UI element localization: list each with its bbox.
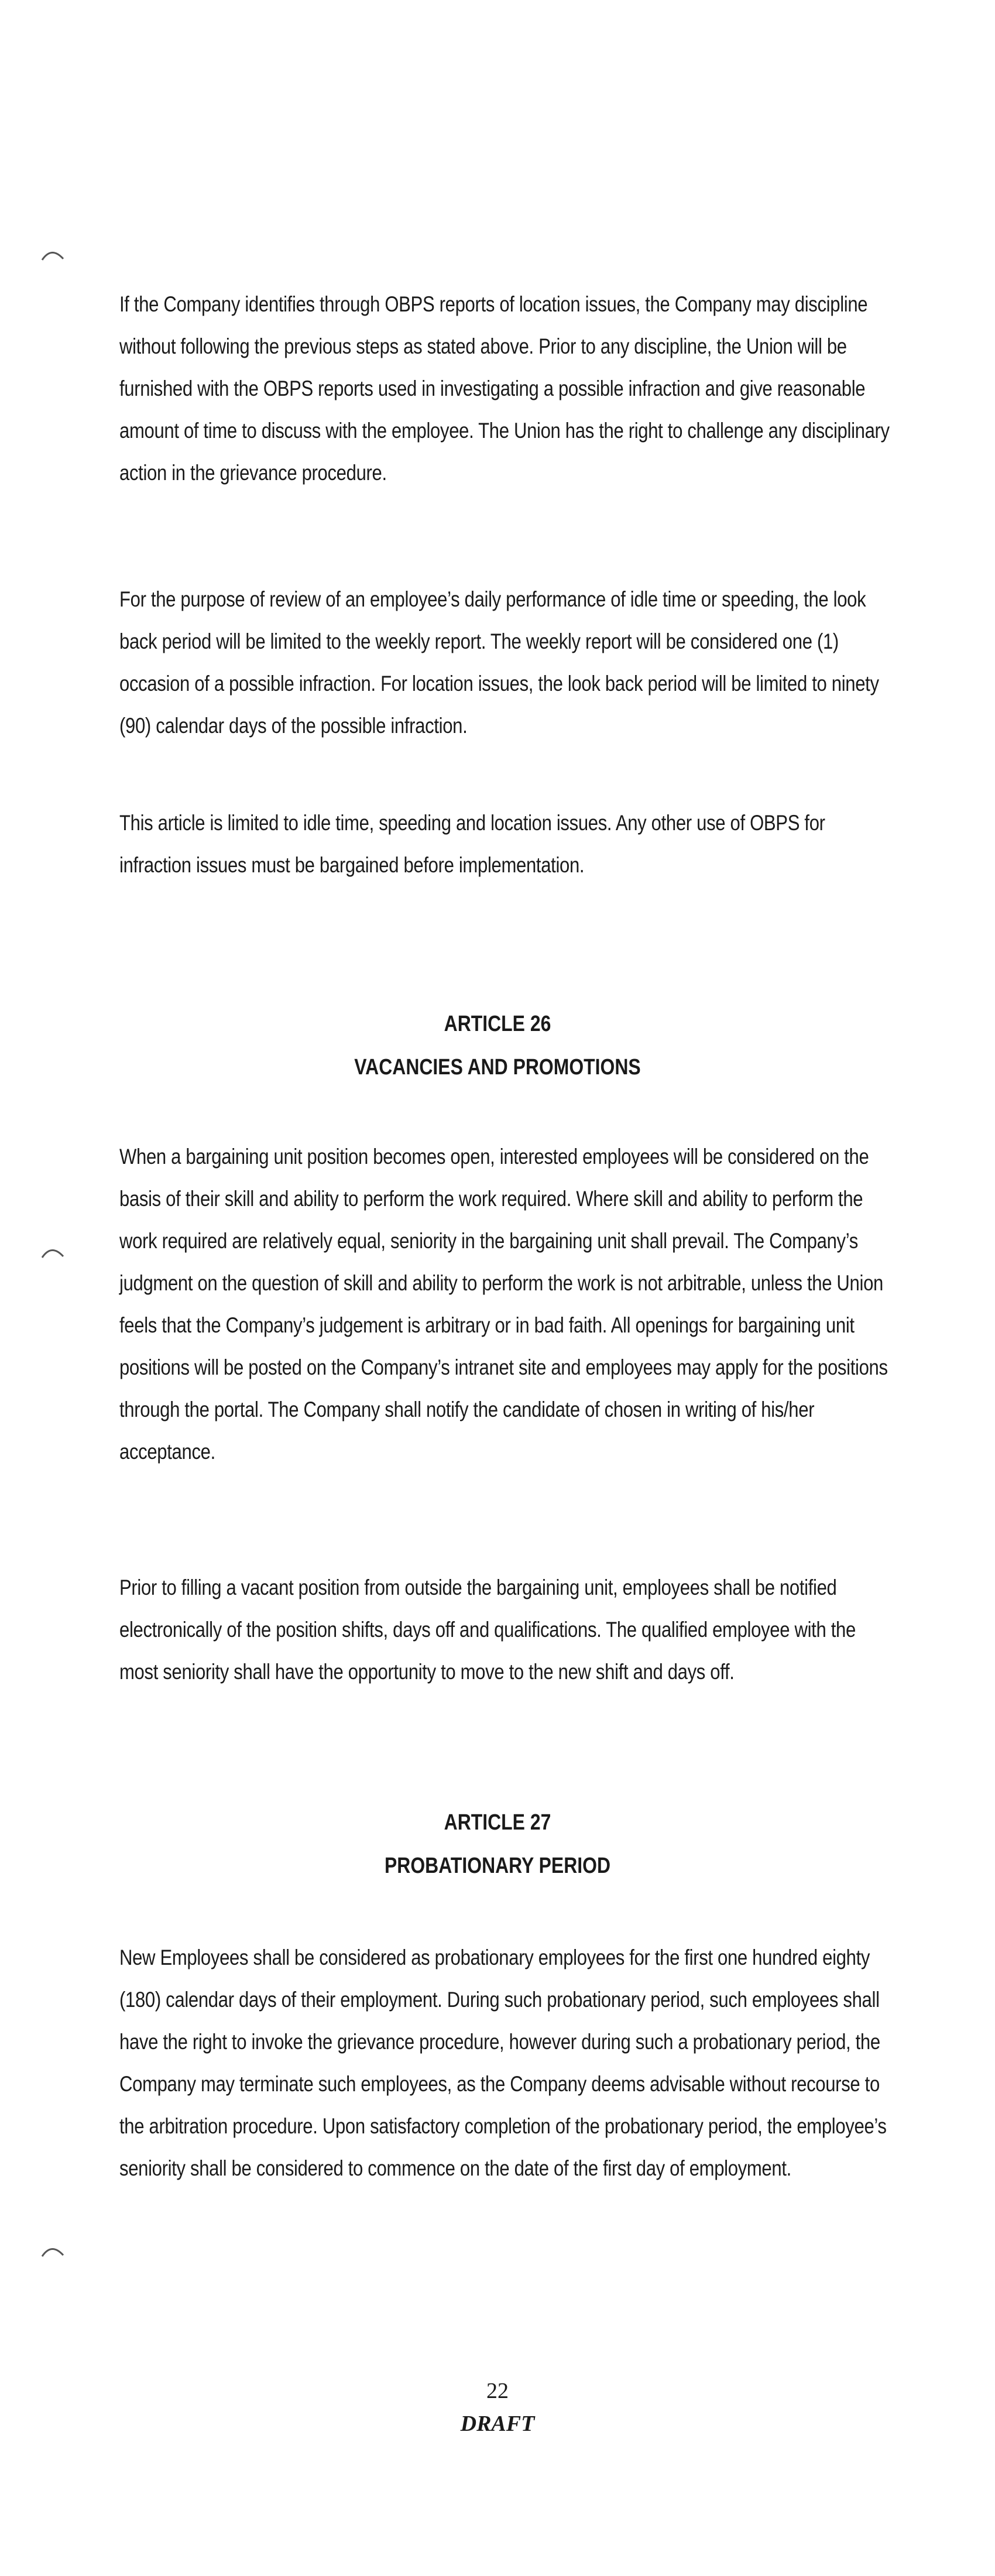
- article-27-number: ARTICLE 27: [444, 1810, 551, 1835]
- article-26-paragraph-1: When a bargaining unit position becomes open, interested employees will be considered on the basis of their skill and ability to perform the work required. Where skill and ability to perform the work required are relatively equal, seniority in the bargaining unit shall prevail. The Company’s judgment on the question of skill and ability to perform the work is not arbitrable, unless the Union feels that the Company’s judgement is arbitrary or in bad faith. All openings for bargaining unit positions will be posted on the Company’s intranet site and employees may apply for the positions through the portal. The Company shall notify the candidate of chosen in writing of his/her acceptance.: [119, 1145, 888, 1464]
- punch-hole-mark-icon: [40, 1242, 66, 1260]
- article-27-paragraph-1: New Employees shall be considered as probationary employees for the first one hundred eighty (180) calendar days of their employment. During such probationary period, such employees shall have the right to invoke the grievance procedure, however during such a probationary period, the Company may terminate such employees, as the Company deems advisable without recourse to the arbitration procedure. Upon satisfactory completion of the probationary period, the employee’s seniority shall be considered to commence on the date of the first day of employment.: [119, 1945, 887, 2180]
- page-number: 22: [486, 2379, 509, 2403]
- punch-hole-mark-icon: [40, 245, 66, 262]
- article-26-number: ARTICLE 26: [444, 1012, 551, 1036]
- draft-label: DRAFT: [460, 2411, 535, 2436]
- article-27-title: PROBATIONARY PERIOD: [384, 1854, 611, 1878]
- article-26-title: VACANCIES AND PROMOTIONS: [354, 1055, 641, 1080]
- article-limit-paragraph: This article is limited to idle time, speeding and location issues. Any other use of OBPS for infraction issues must be bargained before implementation.: [119, 811, 825, 877]
- article-26-heading: [0, 1002, 995, 1089]
- article-26-paragraph-2: Prior to filling a vacant position from outside the bargaining unit, employees shall be notified electronically of the position shifts, days off and qualifications. The qualified employee with the most seniority shall have the opportunity to move to the new shift and days off.: [119, 1575, 856, 1684]
- obps-location-paragraph: If the Company identifies through OBPS reports of location issues, the Company may discipline without following the previous steps as stated above. Prior to any discipline, the Union will be furnished with the OBPS reports used in investigating a possible infraction and give reasonable amount of time to discuss with the employee. The Union has the right to challenge any disciplinary action in the grievance procedure.: [119, 292, 890, 485]
- article-27-heading: [0, 1801, 995, 1888]
- page-footer: [0, 2375, 995, 2440]
- look-back-paragraph: For the purpose of review of an employee’s daily performance of idle time or speeding, the look back period will be limited to the weekly report. The weekly report will be considered one (1) occasion of a possible infraction. For location issues, the look back period will be limited to ninety (90) calendar days of the possible infraction.: [119, 587, 879, 738]
- punch-hole-mark-icon: [40, 2241, 66, 2259]
